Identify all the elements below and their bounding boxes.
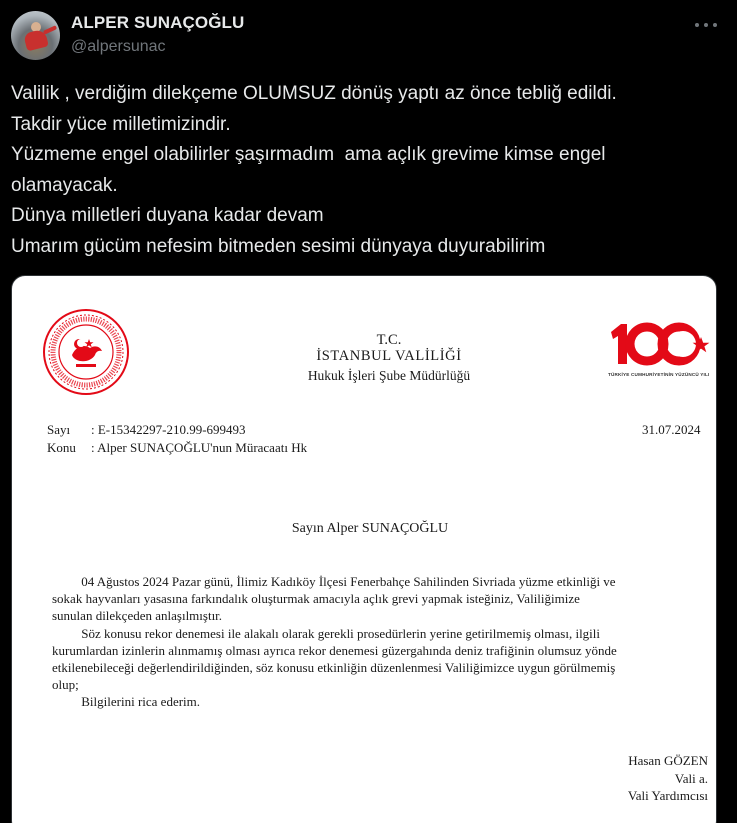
dot-icon	[704, 23, 708, 27]
tweet-line: Dünya milletleri duyana kadar devam	[11, 205, 324, 227]
letter-salutation: Sayın Alper SUNAÇOĞLU	[291, 521, 449, 536]
letter-header-office: İSTANBUL VALİLİĞİ	[316, 348, 462, 364]
tweet-line: Umarım gücüm nefesim bitmeden sesimi dünyaya duyurabilirim	[11, 235, 546, 257]
tweet-line: Yüzmeme engel olabilirler şaşırmadım ama açlık grevime kimse engel	[11, 144, 606, 166]
tweet-line: Valilik , verdiğim dilekçeme OLUMSUZ dönüş yaptı az önce tebliğ edildi.	[11, 83, 617, 104]
letter-header-tc: T.C.	[376, 332, 402, 348]
tweet-line: Takdir yüce milletimizindir.	[11, 113, 231, 135]
konu-value: : Alper SUNAÇOĞLU'nun Müracaatı Hk	[91, 440, 308, 455]
more-options-button[interactable]	[695, 15, 717, 35]
letter-body-line: 04 Ağustos 2024 Pazar günü, İlimiz Kadıköy İlçesi Fenerbahçe Sahilinden Sivriada yüzme etkinliği ve	[52, 574, 616, 589]
dot-icon	[695, 23, 699, 27]
letter-body-line: etkilenebileceği değerlendirildiğinden, söz konusu etkinliğin düzenlenmesi Valiliğimizce uygun görülmemiş	[52, 660, 616, 676]
letter-body-line: sokak hayvanları yasasına farkındalık oluşturmak amacıyla açlık grevi yapmak isteğiniz, Valiliğimize	[52, 591, 580, 607]
letter-body-line: kurumlardan izinlerin alınmamış olması ayrıca rekor denemesi güzergahında deniz trafiğinin olumsuz yönde	[52, 642, 617, 658]
letter-header-department: Hukuk İşleri Şube Müdürlüğü	[307, 368, 471, 383]
signature-title: Vali Yardımcısı	[627, 788, 708, 803]
signature-line: Vali a.	[674, 770, 708, 786]
tweet-media-image[interactable]	[11, 275, 717, 823]
tweet-text	[11, 79, 726, 263]
letter-body-line: Bilgilerini rica ederim.	[52, 694, 201, 710]
avatar[interactable]	[11, 11, 60, 60]
letter-date: 31.07.2024	[642, 422, 701, 437]
letter-body-line: olup;	[52, 677, 79, 693]
tweet-header	[11, 11, 726, 61]
signature-name: Hasan GÖZEN	[628, 753, 708, 768]
letter-body-line: sunulan dilekçeden anlaşılmıştır.	[52, 608, 223, 624]
letter-body-line: Söz konusu rekor denemesi ile alakalı olarak gerekli prosedürlerin yerine getirilmemiş olması, ilgili	[52, 625, 601, 641]
official-letter	[12, 276, 716, 823]
sayi-label: Sayı	[47, 422, 71, 437]
konu-label: Konu	[47, 440, 76, 455]
dot-icon	[713, 23, 717, 27]
centennial-logo-caption: TÜRKİYE CUMHURİYETİNİN YÜZÜNCÜ YILI	[608, 372, 710, 377]
letter-signature	[608, 752, 708, 805]
display-name[interactable]: ALPER SUNAÇOĞLU	[71, 13, 245, 32]
tweet-line: olamayacak.	[11, 174, 118, 196]
sayi-value: : E-15342297-210.99-699493	[91, 422, 246, 437]
user-handle[interactable]: @alpersunac	[71, 38, 166, 55]
letter-body	[52, 573, 712, 711]
